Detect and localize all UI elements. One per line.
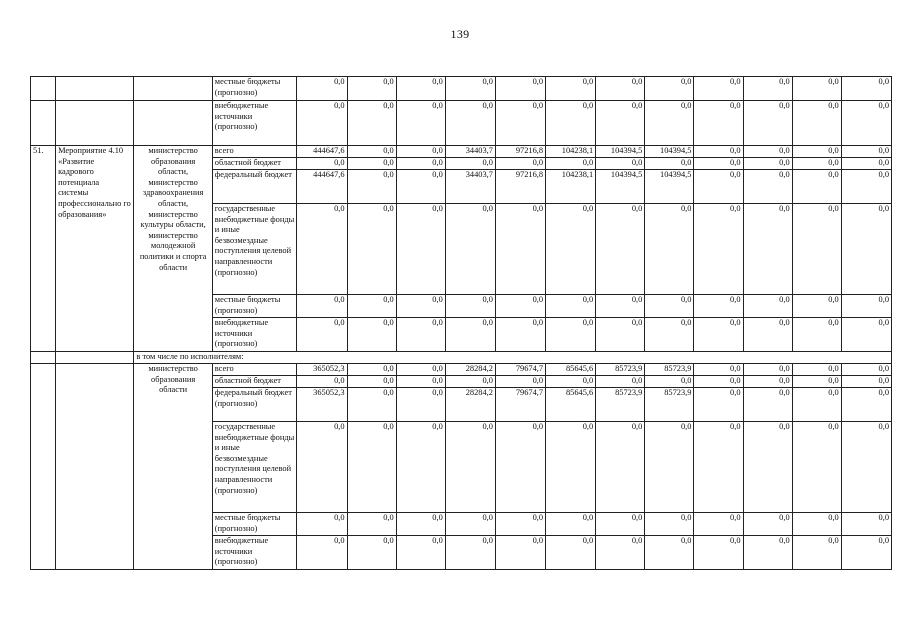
source-label: государственные внебюджетные фонды и иные безвозмездные поступления целевой направленности (прогнозно): [212, 204, 297, 295]
value-cell: 0,0: [495, 101, 545, 146]
value-cell: 0,0: [694, 318, 743, 352]
value-cell: 0,0: [841, 77, 891, 101]
value-cell: 0,0: [495, 376, 545, 388]
value-cell: 0,0: [596, 318, 645, 352]
value-cell: 0,0: [297, 158, 347, 170]
value-cell: 0,0: [841, 376, 891, 388]
value-cell: 0,0: [445, 318, 495, 352]
value-cell: 0,0: [841, 536, 891, 570]
value-cell: 0,0: [347, 77, 396, 101]
value-cell: 365052,3: [297, 388, 347, 422]
value-cell: 0,0: [645, 318, 694, 352]
value-cell: 28284,2: [445, 364, 495, 376]
value-cell: 0,0: [645, 101, 694, 146]
value-cell: 0,0: [694, 513, 743, 536]
value-cell: 0,0: [546, 77, 596, 101]
source-label: федеральный бюджет (прогнозно): [212, 388, 297, 422]
value-cell: 0,0: [396, 376, 445, 388]
value-cell: 0,0: [347, 422, 396, 513]
value-cell: 0,0: [495, 318, 545, 352]
value-cell: 0,0: [495, 422, 545, 513]
value-cell: 85645,6: [546, 364, 596, 376]
value-cell: 0,0: [841, 170, 891, 204]
value-cell: 0,0: [495, 158, 545, 170]
value-cell: 0,0: [445, 536, 495, 570]
value-cell: 85723,9: [596, 364, 645, 376]
value-cell: 0,0: [347, 536, 396, 570]
value-cell: 0,0: [694, 101, 743, 146]
value-cell: 34403,7: [445, 146, 495, 158]
item-executor: министерство образования области, министерство здравоохранения области, министерство культуры области, министерство молодежной политики и спорта области: [134, 146, 212, 352]
value-cell: 0,0: [396, 170, 445, 204]
value-cell: 0,0: [645, 422, 694, 513]
value-cell: 0,0: [596, 204, 645, 295]
value-cell: 104394,5: [645, 170, 694, 204]
value-cell: 0,0: [396, 101, 445, 146]
value-cell: 0,0: [297, 536, 347, 570]
value-cell: 0,0: [645, 376, 694, 388]
value-cell: 0,0: [743, 364, 792, 376]
value-cell: 0,0: [347, 364, 396, 376]
value-cell: 0,0: [546, 536, 596, 570]
executor-cell: [134, 77, 212, 101]
value-cell: 0,0: [347, 318, 396, 352]
value-cell: 0,0: [792, 170, 841, 204]
value-cell: 0,0: [743, 376, 792, 388]
measure-cell: [56, 364, 134, 570]
value-cell: 0,0: [396, 77, 445, 101]
value-cell: 0,0: [841, 158, 891, 170]
value-cell: 0,0: [841, 295, 891, 318]
budget-table: [30, 76, 892, 570]
value-cell: 0,0: [743, 318, 792, 352]
value-cell: 104394,5: [645, 146, 694, 158]
number-cell: [31, 364, 56, 570]
item-title: Мероприятие 4.10 «Развитие кадрового потенциала системы профессионально го образования»: [56, 146, 134, 352]
number-cell: [31, 77, 56, 101]
value-cell: 0,0: [546, 318, 596, 352]
value-cell: 0,0: [347, 170, 396, 204]
value-cell: 0,0: [396, 388, 445, 422]
value-cell: 79674,7: [495, 364, 545, 376]
value-cell: 0,0: [743, 158, 792, 170]
value-cell: 0,0: [792, 513, 841, 536]
value-cell: 0,0: [445, 204, 495, 295]
value-cell: 0,0: [841, 422, 891, 513]
value-cell: 97216,8: [495, 170, 545, 204]
value-cell: 0,0: [297, 376, 347, 388]
value-cell: 0,0: [743, 388, 792, 422]
value-cell: 0,0: [841, 101, 891, 146]
source-label: всего: [212, 146, 297, 158]
value-cell: 0,0: [743, 101, 792, 146]
page-number: 139: [450, 27, 470, 41]
value-cell: 0,0: [743, 422, 792, 513]
value-cell: 0,0: [546, 376, 596, 388]
value-cell: 0,0: [396, 295, 445, 318]
value-cell: 0,0: [347, 204, 396, 295]
value-cell: 0,0: [792, 422, 841, 513]
value-cell: 0,0: [694, 146, 743, 158]
value-cell: 0,0: [841, 318, 891, 352]
value-cell: 0,0: [841, 364, 891, 376]
value-cell: 0,0: [841, 146, 891, 158]
source-label: местные бюджеты (прогнозно): [212, 295, 297, 318]
value-cell: 97216,8: [495, 146, 545, 158]
value-cell: 0,0: [596, 101, 645, 146]
value-cell: 0,0: [396, 204, 445, 295]
table-row: [31, 352, 892, 364]
value-cell: 28284,2: [445, 388, 495, 422]
table-row: [31, 364, 892, 376]
value-cell: 0,0: [396, 146, 445, 158]
value-cell: 0,0: [694, 170, 743, 204]
value-cell: 0,0: [347, 388, 396, 422]
value-cell: 0,0: [396, 364, 445, 376]
value-cell: 104394,5: [596, 146, 645, 158]
value-cell: 0,0: [792, 536, 841, 570]
table-row: [31, 101, 892, 146]
value-cell: 0,0: [347, 101, 396, 146]
table-row: [31, 77, 892, 101]
source-label: областной бюджет: [212, 158, 297, 170]
value-cell: 34403,7: [445, 170, 495, 204]
value-cell: 0,0: [792, 101, 841, 146]
value-cell: 0,0: [743, 204, 792, 295]
value-cell: 0,0: [297, 204, 347, 295]
value-cell: 0,0: [297, 77, 347, 101]
value-cell: 0,0: [596, 295, 645, 318]
value-cell: 0,0: [396, 318, 445, 352]
value-cell: 0,0: [297, 422, 347, 513]
value-cell: 0,0: [347, 295, 396, 318]
value-cell: 104238,1: [546, 146, 596, 158]
value-cell: 0,0: [596, 536, 645, 570]
value-cell: 0,0: [396, 536, 445, 570]
value-cell: 0,0: [841, 204, 891, 295]
value-cell: 0,0: [743, 170, 792, 204]
value-cell: 0,0: [445, 295, 495, 318]
value-cell: 0,0: [743, 513, 792, 536]
value-cell: 85723,9: [596, 388, 645, 422]
value-cell: 0,0: [694, 422, 743, 513]
value-cell: 0,0: [297, 101, 347, 146]
value-cell: 0,0: [596, 376, 645, 388]
value-cell: 0,0: [694, 295, 743, 318]
value-cell: 0,0: [743, 536, 792, 570]
value-cell: 0,0: [645, 77, 694, 101]
executors-heading: в том числе по исполнителям:: [134, 352, 892, 364]
number-cell: [31, 352, 56, 364]
value-cell: 0,0: [596, 77, 645, 101]
value-cell: 0,0: [743, 146, 792, 158]
value-cell: 0,0: [495, 204, 545, 295]
number-cell: [31, 101, 56, 146]
measure-cell: [56, 352, 134, 364]
source-label: областной бюджет: [212, 376, 297, 388]
value-cell: 85723,9: [645, 388, 694, 422]
source-label: внебюджетные источники (прогнозно): [212, 318, 297, 352]
value-cell: 0,0: [694, 364, 743, 376]
value-cell: 0,0: [445, 101, 495, 146]
item-number: 51.: [31, 146, 56, 352]
value-cell: 0,0: [347, 376, 396, 388]
value-cell: 0,0: [645, 158, 694, 170]
value-cell: 0,0: [445, 158, 495, 170]
value-cell: 0,0: [546, 422, 596, 513]
value-cell: 0,0: [792, 158, 841, 170]
value-cell: 0,0: [841, 513, 891, 536]
value-cell: 0,0: [546, 204, 596, 295]
value-cell: 0,0: [297, 295, 347, 318]
source-label: федеральный бюджет: [212, 170, 297, 204]
value-cell: 0,0: [396, 513, 445, 536]
value-cell: 0,0: [445, 513, 495, 536]
value-cell: 0,0: [396, 422, 445, 513]
value-cell: 104238,1: [546, 170, 596, 204]
value-cell: 0,0: [495, 295, 545, 318]
value-cell: 0,0: [792, 295, 841, 318]
value-cell: 0,0: [347, 146, 396, 158]
value-cell: 0,0: [792, 204, 841, 295]
value-cell: 0,0: [792, 376, 841, 388]
value-cell: 0,0: [445, 422, 495, 513]
value-cell: 0,0: [495, 513, 545, 536]
value-cell: 0,0: [645, 295, 694, 318]
value-cell: 0,0: [841, 388, 891, 422]
value-cell: 79674,7: [495, 388, 545, 422]
value-cell: 85723,9: [645, 364, 694, 376]
source-label: всего: [212, 364, 297, 376]
value-cell: 0,0: [645, 513, 694, 536]
executor-cell: [134, 101, 212, 146]
value-cell: 0,0: [694, 77, 743, 101]
source-label: государственные внебюджетные фонды и иные безвозмездные поступления целевой направленности (прогнозно): [212, 422, 297, 513]
value-cell: 0,0: [297, 318, 347, 352]
value-cell: 0,0: [546, 295, 596, 318]
source-label: местные бюджеты (прогнозно): [212, 77, 297, 101]
value-cell: 0,0: [596, 513, 645, 536]
value-cell: 0,0: [694, 376, 743, 388]
value-cell: 0,0: [694, 388, 743, 422]
value-cell: 0,0: [596, 422, 645, 513]
value-cell: 0,0: [396, 158, 445, 170]
value-cell: 0,0: [347, 513, 396, 536]
value-cell: 0,0: [792, 318, 841, 352]
value-cell: 0,0: [546, 101, 596, 146]
table-row: [31, 146, 892, 158]
source-label: местные бюджеты (прогнозно): [212, 513, 297, 536]
value-cell: 0,0: [694, 204, 743, 295]
value-cell: 0,0: [445, 77, 495, 101]
value-cell: 444647,6: [297, 170, 347, 204]
measure-cell: [56, 101, 134, 146]
value-cell: 0,0: [546, 158, 596, 170]
value-cell: 0,0: [792, 388, 841, 422]
value-cell: 0,0: [297, 513, 347, 536]
value-cell: 0,0: [792, 146, 841, 158]
value-cell: 0,0: [743, 295, 792, 318]
value-cell: 0,0: [445, 376, 495, 388]
value-cell: 365052,3: [297, 364, 347, 376]
value-cell: 444647,6: [297, 146, 347, 158]
value-cell: 0,0: [495, 536, 545, 570]
value-cell: 0,0: [546, 513, 596, 536]
value-cell: 0,0: [347, 158, 396, 170]
source-label: внебюджетные источники (прогнозно): [212, 101, 297, 146]
value-cell: 0,0: [694, 158, 743, 170]
value-cell: 0,0: [792, 77, 841, 101]
value-cell: 0,0: [645, 204, 694, 295]
value-cell: 0,0: [495, 77, 545, 101]
value-cell: 0,0: [645, 536, 694, 570]
source-label: внебюджетные источники (прогнозно): [212, 536, 297, 570]
value-cell: 0,0: [694, 536, 743, 570]
executor-name: министерство образования области: [134, 364, 212, 570]
value-cell: 0,0: [596, 158, 645, 170]
value-cell: 0,0: [792, 364, 841, 376]
measure-cell: [56, 77, 134, 101]
value-cell: 104394,5: [596, 170, 645, 204]
value-cell: 85645,6: [546, 388, 596, 422]
value-cell: 0,0: [743, 77, 792, 101]
